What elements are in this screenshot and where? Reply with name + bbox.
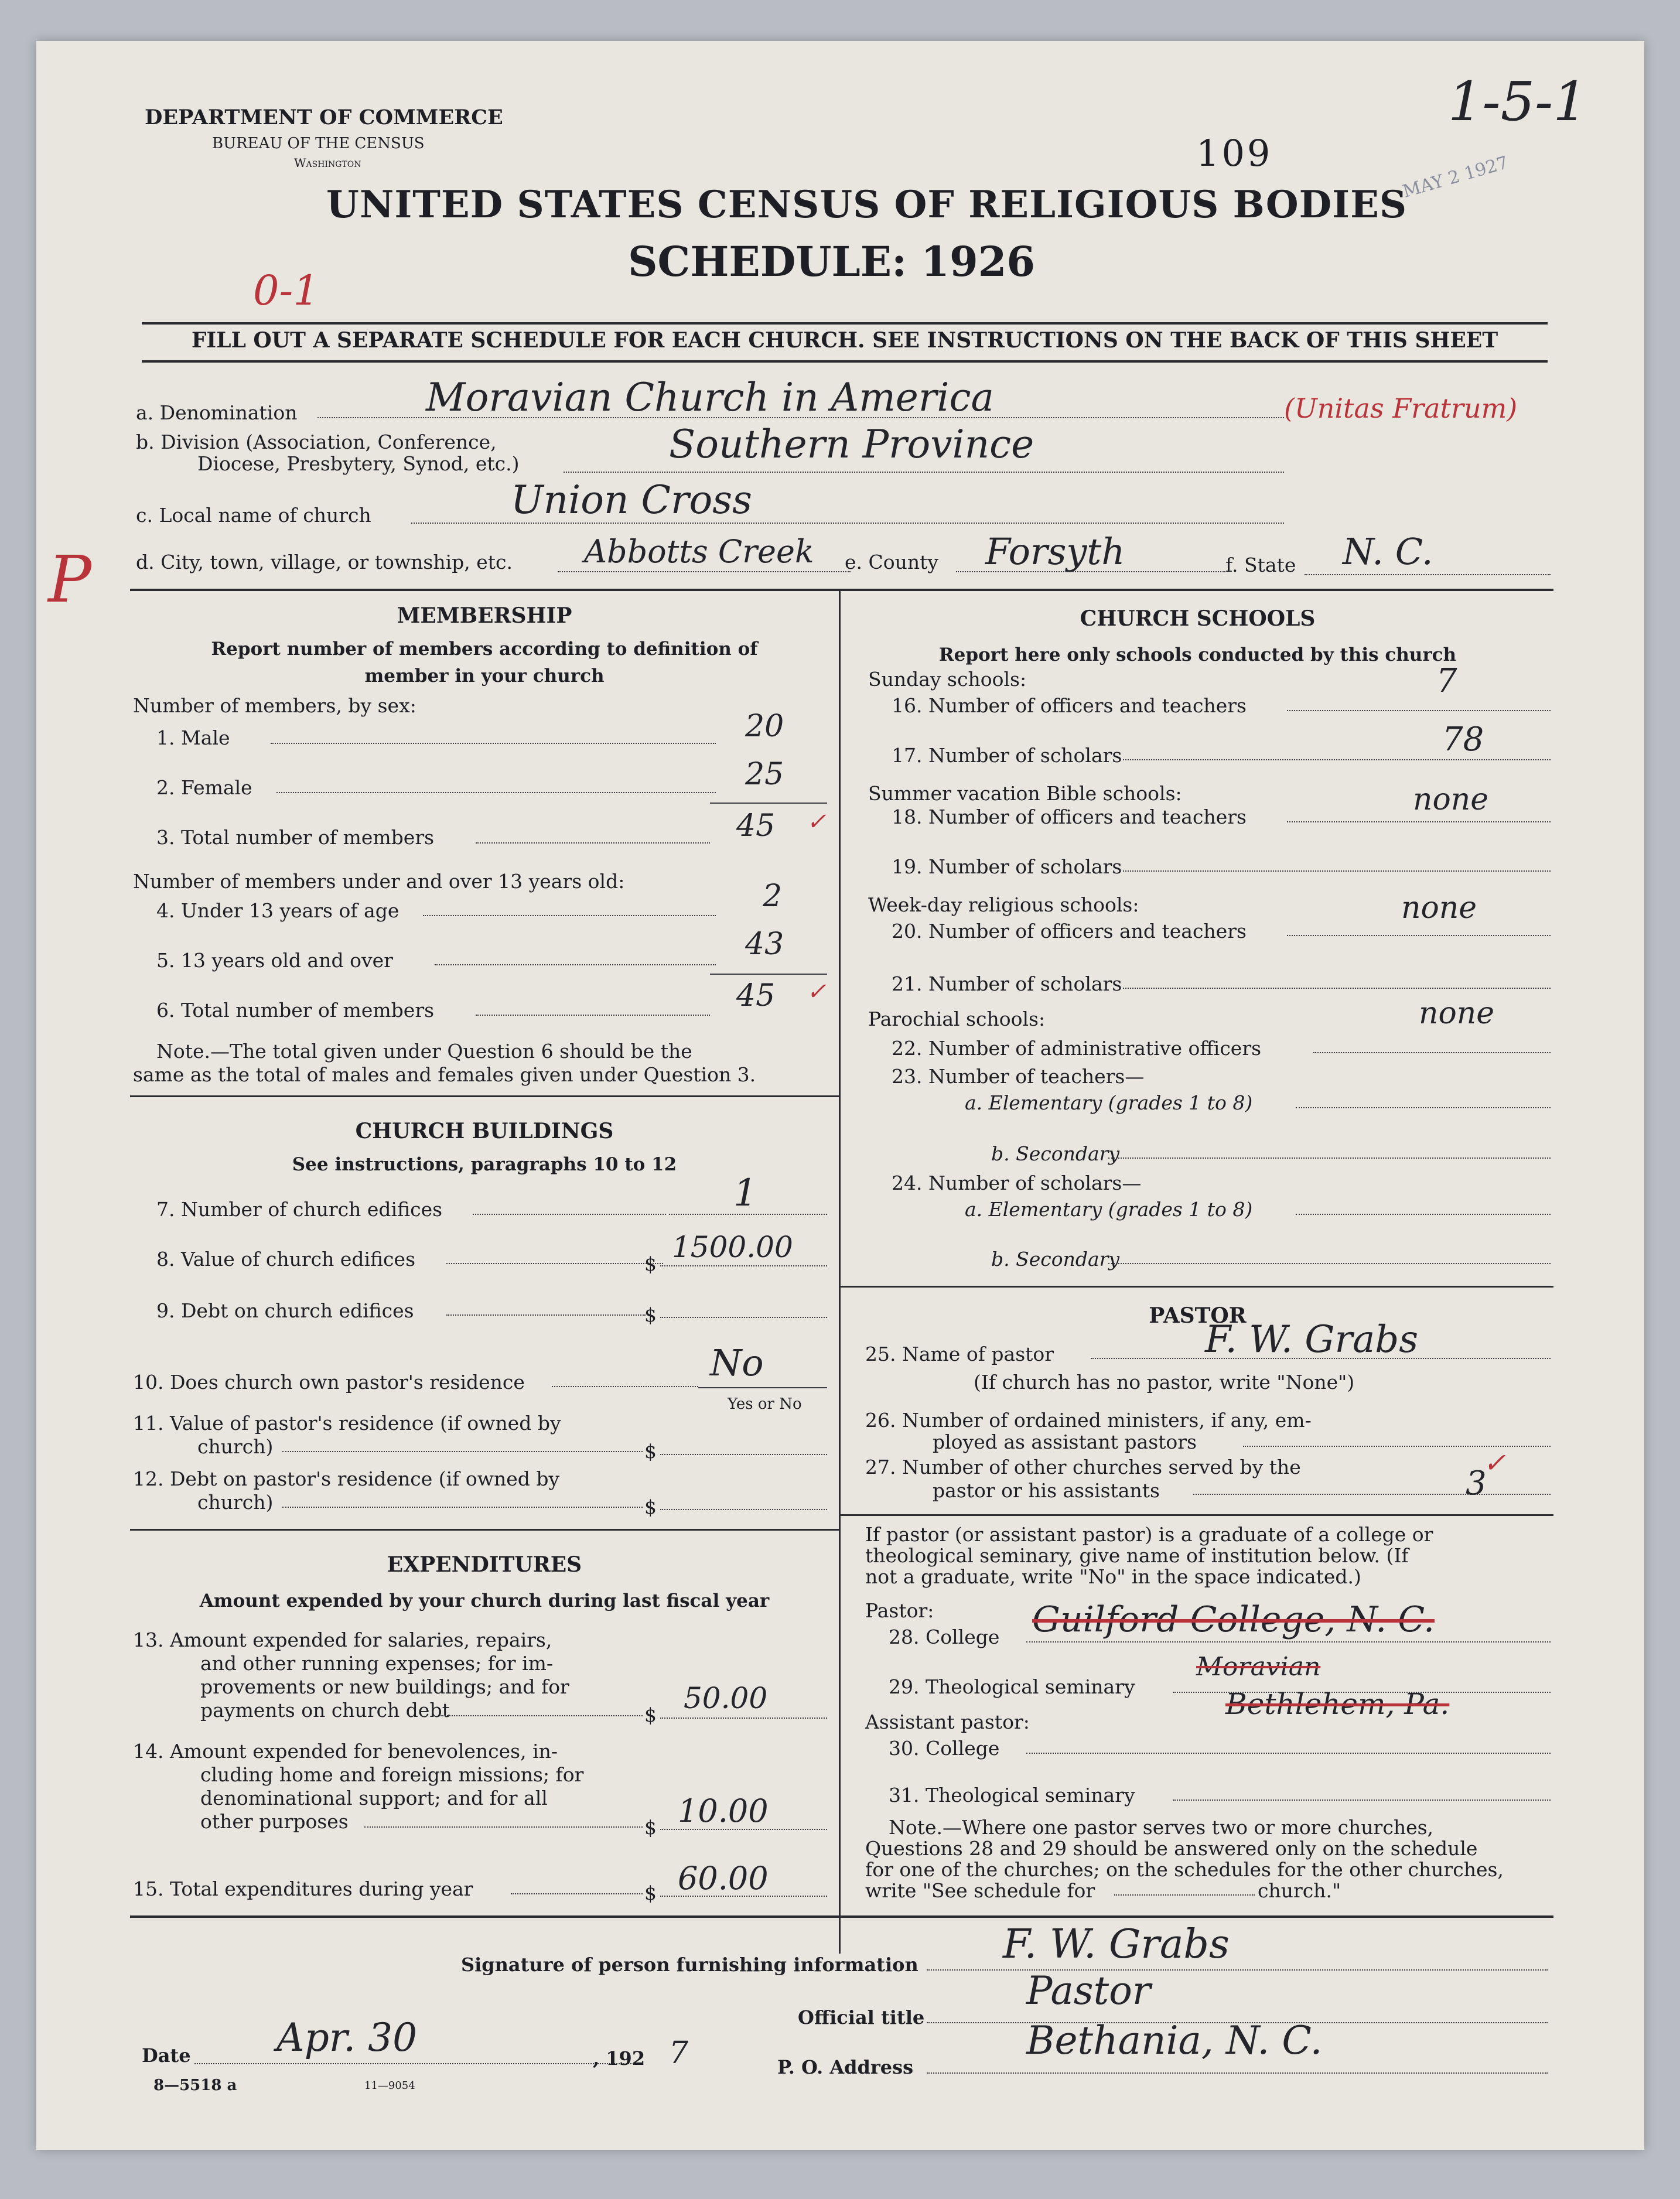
q10-line (552, 1386, 698, 1387)
denomination-label: a. Denomination (136, 401, 298, 424)
expenditures-heading: EXPENDITURES (387, 1552, 582, 1577)
q20-value: none (1401, 890, 1477, 926)
q2-label: 2. Female (156, 776, 252, 799)
q15-value: 60.00 (678, 1860, 769, 1897)
q22-label: 22. Number of administrative officers (892, 1037, 1262, 1060)
division-line (564, 472, 1284, 473)
q11-dollar: $ (644, 1440, 657, 1463)
division-label-2: Diocese, Presbytery, Synod, etc.) (197, 452, 520, 475)
q11-value-line (660, 1454, 827, 1455)
header-rule-top (142, 322, 1548, 325)
q5-sum-rule (710, 974, 827, 975)
q8-value-line (660, 1265, 827, 1266)
form-number: 8—5518 a (153, 2077, 237, 2094)
q14-line-3: denominational support; and for all (200, 1787, 548, 1809)
q14-line-1: 14. Amount expended for benevolences, in- (133, 1740, 558, 1763)
q11-label-2: church) (197, 1435, 274, 1458)
q10-label: 10. Does church own pastor's residence (133, 1371, 525, 1394)
q4-line (423, 915, 716, 916)
q9-label: 9. Debt on church edifices (156, 1299, 414, 1322)
q18-value: none (1413, 782, 1489, 817)
signature-value: F. W. Grabs (1003, 1921, 1230, 1968)
q13-value: 50.00 (684, 1681, 768, 1715)
pastor-subheading: Pastor: (865, 1599, 934, 1622)
q8-label: 8. Value of church edifices (156, 1248, 416, 1271)
q14-line-4: other purposes (200, 1810, 349, 1833)
q3-check: ✓ (807, 808, 827, 835)
q17-label: 17. Number of scholars (892, 744, 1122, 767)
census-schedule-sheet (36, 41, 1644, 2150)
sunday-schools-label: Sunday schools: (868, 668, 1027, 691)
q15-dollar: $ (644, 1882, 657, 1904)
q24b-label: b. Secondary (991, 1248, 1120, 1271)
q18-label: 18. Number of officers and teachers (892, 805, 1247, 828)
q3-label: 3. Total number of members (156, 826, 435, 849)
q23b-label: b. Secondary (991, 1142, 1120, 1165)
q6-label: 6. Total number of members (156, 999, 435, 1022)
members-by-sex-label: Number of members, by sex: (133, 694, 416, 717)
q29-value-2: Bethlehem, Pa. (1225, 1687, 1450, 1721)
q13-line (441, 1715, 643, 1716)
q23a-line (1296, 1107, 1551, 1108)
section-rule (130, 589, 1553, 591)
q13-line-4: payments on church debt (200, 1699, 450, 1722)
local-name-line (411, 523, 1284, 524)
dept-name: DEPARTMENT OF COMMERCE (145, 105, 503, 129)
membership-note-2: same as the total of males and females given under Question 3. (133, 1063, 756, 1086)
schools-heading: CHURCH SCHOOLS (1080, 606, 1316, 631)
q17-line (1120, 759, 1551, 760)
q13-line-1: 13. Amount expended for salaries, repairs, (133, 1628, 552, 1651)
parochial-schools-label: Parochial schools: (868, 1008, 1046, 1030)
local-name-value: Union Cross (511, 477, 752, 523)
official-title-value: Pastor (1026, 1968, 1151, 2013)
denomination-alt-value: (Unitas Fratrum) (1284, 392, 1518, 424)
q9-dollar: $ (644, 1303, 657, 1326)
q14-line-2: cluding home and foreign missions; for (200, 1763, 584, 1786)
state-line (1305, 574, 1551, 575)
sunday-schools-value: 7 (1436, 662, 1457, 700)
q13-line-2: and other running expenses; for im- (200, 1652, 554, 1675)
red-code: 0-1 (253, 267, 319, 315)
q30-line (1026, 1753, 1551, 1754)
q14-value-line (660, 1829, 827, 1830)
q6-check: ✓ (807, 978, 827, 1005)
membership-heading: MEMBERSHIP (397, 603, 572, 628)
schedule-title: SCHEDULE: 1926 (628, 237, 1036, 286)
q10-value: No (710, 1341, 764, 1384)
q12-dollar: $ (644, 1495, 657, 1518)
q27-line (1193, 1494, 1551, 1495)
po-address-label: P. O. Address (777, 2056, 914, 2078)
q7-value: 1 (733, 1172, 757, 1215)
file-code: 1-5-1 (1448, 70, 1587, 133)
q27-label-2: pastor or his assistants (933, 1479, 1160, 1502)
form-instruction: FILL OUT A SEPARATE SCHEDULE FOR EACH CHURCH. SEE INSTRUCTIONS ON THE BACK OF THIS SHEET (191, 328, 1498, 353)
signature-label: Signature of person furnishing information (461, 1954, 918, 1976)
q25-label: 25. Name of pastor (865, 1343, 1054, 1365)
pastor-rule (840, 1514, 1553, 1516)
q28-label: 28. College (889, 1626, 1000, 1648)
q12-label-2: church) (197, 1491, 274, 1514)
q11-label-1: 11. Value of pastor's residence (if owned by (133, 1412, 561, 1435)
q11-line (282, 1451, 643, 1452)
q1-line (271, 743, 716, 744)
parochial-schools-value: none (1419, 996, 1495, 1031)
q3-value: 45 (736, 808, 776, 844)
q2-line (276, 792, 716, 793)
division-value: Southern Province (669, 422, 1034, 467)
membership-note-1: Note.—The total given under Question 6 should be the (156, 1040, 692, 1063)
graduate-text-1: If pastor (or assistant pastor) is a graduate of a college or (865, 1523, 1433, 1546)
q28-line (1026, 1641, 1551, 1643)
q27-check: ✓ (1483, 1447, 1506, 1478)
pastor-note-4b: church." (1258, 1879, 1341, 1902)
received-stamp: MAY 2 1927 (1400, 152, 1511, 202)
date-value: Apr. 30 (276, 2015, 418, 2060)
county-line (956, 571, 1225, 572)
q24a-label: a. Elementary (grades 1 to 8) (965, 1198, 1253, 1221)
q14-value: 10.00 (678, 1792, 769, 1829)
q26-label-1: 26. Number of ordained ministers, if any, em- (865, 1409, 1312, 1432)
q12-value-line (660, 1509, 827, 1510)
official-title-label: Official title (798, 2006, 925, 2029)
q25-value: F. W. Grabs (1205, 1318, 1419, 1361)
q24b-line (1108, 1263, 1551, 1264)
q5-line (435, 964, 716, 965)
buildings-rule (130, 1529, 839, 1531)
buildings-heading: CHURCH BUILDINGS (355, 1119, 614, 1143)
bureau-city: Washington (294, 156, 361, 170)
q28-value: Guilford College, N. C. (1032, 1599, 1435, 1640)
q16-line (1287, 710, 1551, 711)
q30-label: 30. College (889, 1737, 1000, 1760)
q13-value-line (660, 1717, 827, 1719)
q19-label: 19. Number of scholars (892, 855, 1122, 878)
q14-dollar: $ (644, 1816, 657, 1839)
q6-line (476, 1015, 710, 1016)
q14-line (364, 1826, 643, 1828)
pastor-note-3: for one of the churches; on the schedules for the other churches, (865, 1858, 1504, 1881)
local-name-label: c. Local name of church (136, 504, 371, 527)
q27-value: 3 (1466, 1464, 1487, 1503)
pastor-note-line (1114, 1894, 1255, 1896)
q24-label: 24. Number of scholars— (892, 1172, 1142, 1194)
q31-label: 31. Theological seminary (889, 1784, 1135, 1807)
membership-rule (130, 1095, 839, 1097)
q17-value: 78 (1442, 721, 1484, 759)
q23a-label: a. Elementary (grades 1 to 8) (965, 1091, 1253, 1114)
membership-intro-1: Report number of members according to definition of (211, 638, 758, 660)
q22-line (1313, 1052, 1551, 1053)
membership-intro-2: member in your church (364, 665, 605, 687)
q12-line (282, 1507, 643, 1508)
graduate-text-2: theological seminary, give name of institution below. (If (865, 1544, 1409, 1567)
q7-value-line (669, 1214, 827, 1215)
q27-label-1: 27. Number of other churches served by the (865, 1456, 1301, 1478)
q19-line (1120, 870, 1551, 872)
q8-dollar: $ (644, 1252, 657, 1275)
state-label: f. State (1225, 554, 1296, 576)
division-label-1: b. Division (Association, Conference, (136, 431, 497, 453)
q2-value: 25 (745, 757, 784, 792)
signature-rule (130, 1915, 1553, 1918)
q2-sum-rule (710, 803, 827, 804)
date-year-prefix: , 192 (593, 2047, 646, 2070)
q25-hint: (If church has no pastor, write "None") (974, 1371, 1355, 1394)
q3-line (476, 842, 710, 844)
denomination-line (317, 417, 1284, 418)
q10-hint: Yes or No (728, 1395, 802, 1413)
schools-rule (840, 1286, 1553, 1288)
q9-line (446, 1314, 646, 1316)
q8-value: 1500.00 (672, 1230, 793, 1264)
pastor-heading: PASTOR (1149, 1303, 1247, 1328)
weekday-schools-label: Week-day religious schools: (868, 893, 1139, 916)
q29-value-1: Moravian (1196, 1652, 1321, 1682)
q6-value: 45 (736, 978, 776, 1013)
date-line (194, 2063, 634, 2064)
denomination-value: Moravian Church in America (426, 375, 994, 420)
q13-dollar: $ (644, 1703, 657, 1726)
graduate-text-3: not a graduate, write "No" in the space indicated.) (865, 1565, 1361, 1588)
q16-label: 16. Number of officers and teachers (892, 694, 1247, 717)
po-address-line (927, 2072, 1548, 2074)
expenditures-intro: Amount expended by your church during last fiscal year (199, 1590, 770, 1611)
q10-value-line (698, 1387, 827, 1388)
margin-mark: P (48, 542, 92, 617)
signature-line (927, 1969, 1548, 1971)
assistant-subheading: Assistant pastor: (865, 1710, 1030, 1733)
print-number: 11—9054 (364, 2080, 415, 2092)
q20-line (1287, 935, 1551, 936)
q5-label: 5. 13 years old and over (156, 949, 393, 972)
q26-label-2: ployed as assistant pastors (933, 1430, 1197, 1453)
schools-intro: Report here only schools conducted by this church (938, 644, 1457, 665)
q1-value: 20 (745, 709, 784, 744)
q31-line (1173, 1800, 1551, 1801)
q13-line-3: provements or new buildings; and for (200, 1675, 569, 1698)
county-value: Forsyth (985, 530, 1125, 573)
q7-label: 7. Number of church edifices (156, 1198, 443, 1221)
q4-value: 2 (763, 879, 783, 914)
q21-label: 21. Number of scholars (892, 972, 1122, 995)
q12-label-1: 12. Debt on pastor's residence (if owned by (133, 1467, 560, 1490)
q15-label: 15. Total expenditures during year (133, 1877, 473, 1900)
city-label: d. City, town, village, or township, etc. (136, 551, 513, 573)
q15-line (511, 1893, 643, 1894)
form-title: UNITED STATES CENSUS OF RELIGIOUS BODIES (326, 183, 1408, 227)
po-address-value: Bethania, N. C. (1026, 2018, 1323, 2063)
state-value: N. C. (1343, 530, 1433, 573)
serial-number: 109 (1196, 132, 1273, 175)
bureau-name: BUREAU OF THE CENSUS (212, 135, 425, 152)
header-rule-bottom (142, 360, 1548, 363)
summer-schools-label: Summer vacation Bible schools: (868, 782, 1182, 805)
q8-line (446, 1263, 663, 1264)
q21-line (1120, 988, 1551, 989)
q29-label: 29. Theological seminary (889, 1675, 1135, 1698)
city-value: Abbotts Creek (584, 533, 814, 570)
q24a-line (1296, 1214, 1551, 1215)
q4-label: 4. Under 13 years of age (156, 899, 399, 922)
pastor-note-4: write "See schedule for (865, 1879, 1095, 1902)
q1-label: 1. Male (156, 726, 230, 749)
buildings-intro: See instructions, paragraphs 10 to 12 (292, 1154, 677, 1175)
q18-line (1287, 821, 1551, 822)
q5-value: 43 (745, 927, 784, 962)
city-line (558, 571, 851, 572)
date-label: Date (142, 2044, 191, 2067)
q23-label: 23. Number of teachers— (892, 1065, 1145, 1088)
column-divider (839, 589, 841, 1954)
date-year-value: 7 (669, 2036, 689, 2071)
q9-value-line (660, 1317, 827, 1318)
q20-label: 20. Number of officers and teachers (892, 920, 1247, 943)
county-label: e. County (845, 551, 939, 573)
pastor-note-2: Questions 28 and 29 should be answered only on the schedule (865, 1837, 1478, 1860)
members-by-age-label: Number of members under and over 13 years old: (133, 870, 625, 893)
q23b-line (1108, 1157, 1551, 1159)
q7-line (473, 1214, 666, 1215)
q15-value-line (660, 1896, 827, 1897)
pastor-note-1: Note.—Where one pastor serves two or more churches, (889, 1816, 1434, 1839)
